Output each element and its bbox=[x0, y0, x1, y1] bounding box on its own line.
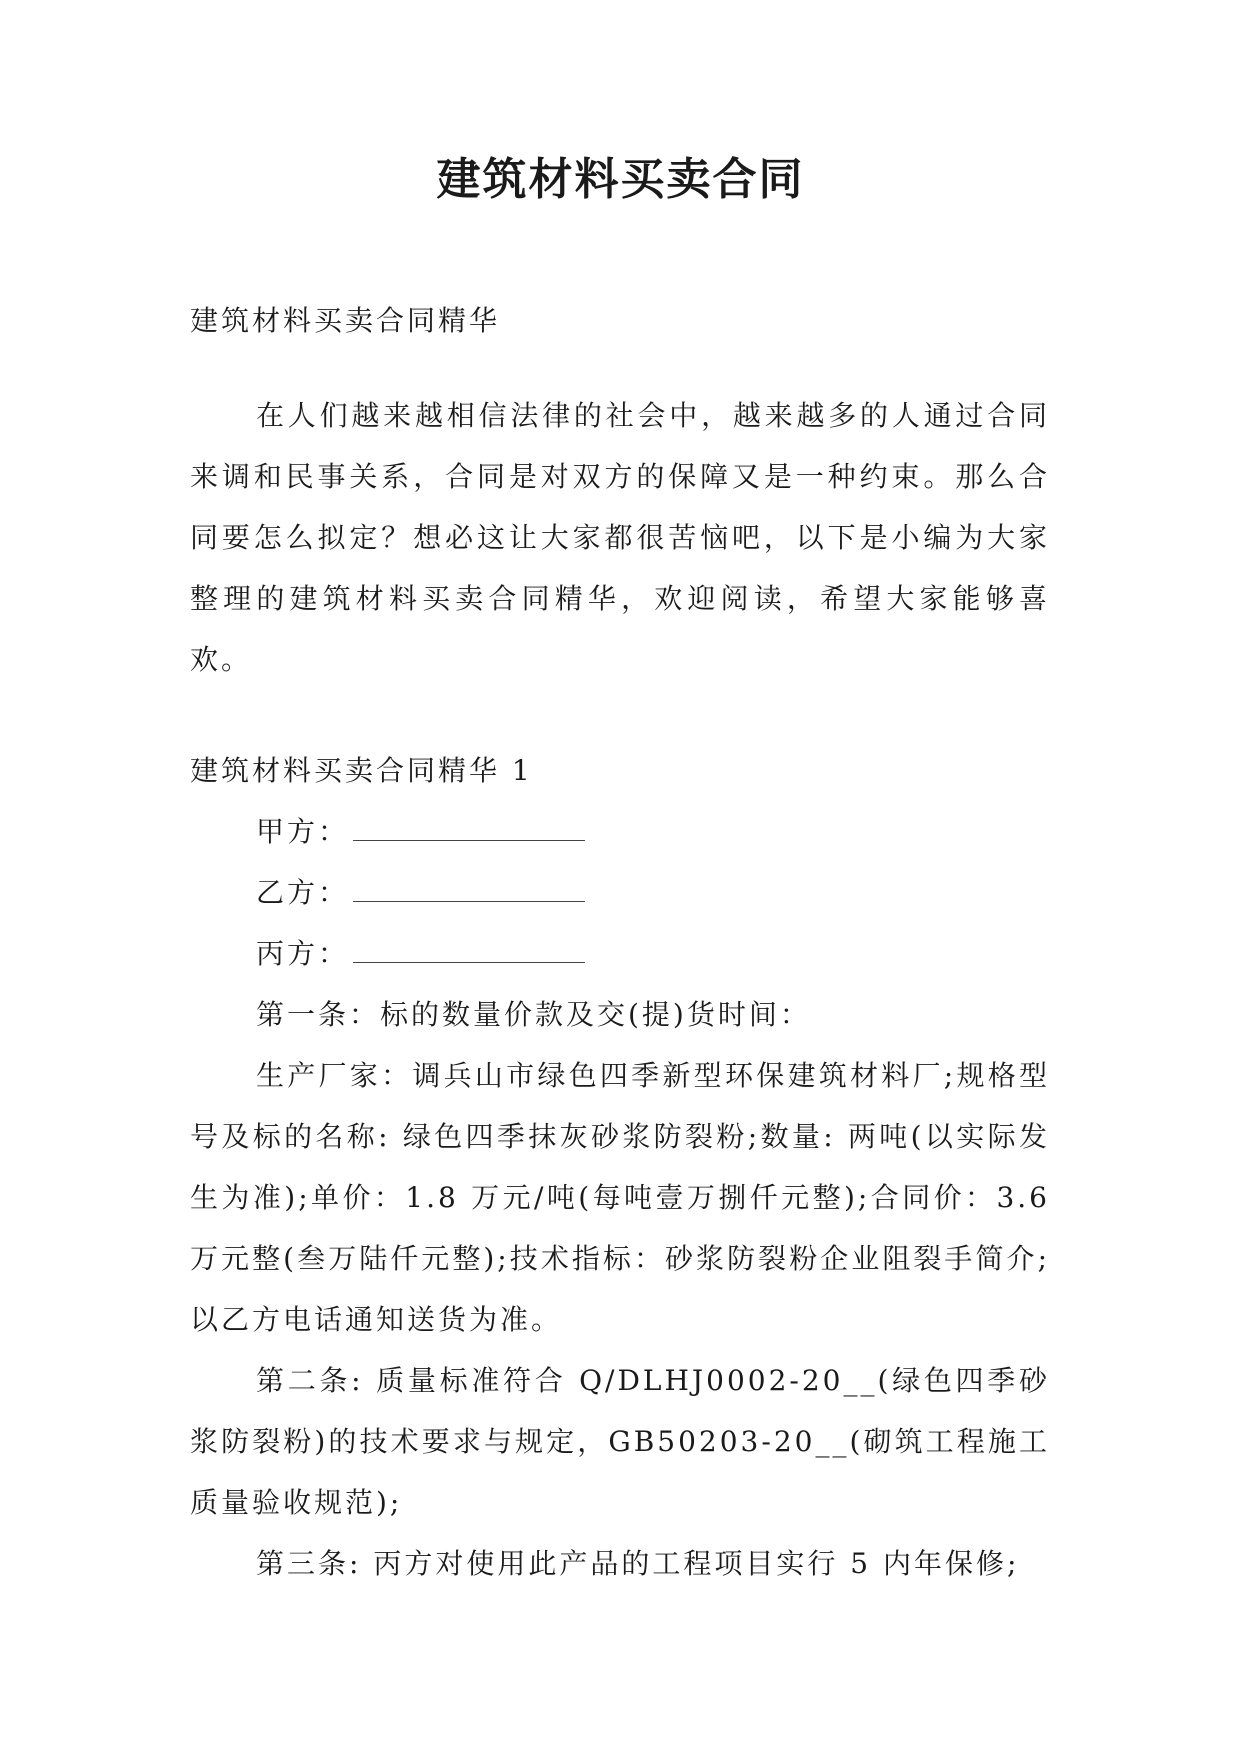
document-title: 建筑材料买卖合同 bbox=[436, 154, 805, 205]
document-body bbox=[190, 290, 1050, 1594]
document-subtitle: 建筑材料买卖合同精华 bbox=[190, 304, 501, 337]
party-c-line bbox=[190, 923, 1050, 984]
party-b-line bbox=[190, 862, 1050, 923]
spacer bbox=[190, 690, 1050, 740]
party-b-label: 乙方： bbox=[256, 876, 350, 909]
party-a-line bbox=[190, 801, 1050, 862]
article-1-heading: 第一条：标的数量价款及交(提)货时间： bbox=[256, 998, 811, 1031]
party-c-label: 丙方： bbox=[256, 937, 350, 970]
party-c-blank bbox=[353, 942, 585, 963]
section-heading: 建筑材料买卖合同精华 1 bbox=[190, 754, 533, 787]
party-a-label: 甲方： bbox=[256, 815, 350, 848]
intro-paragraph: 在人们越来越相信法律的社会中，越来越多的人通过合同来调和民事关系，合同是对双方的保障又是一种约束。那么合同要怎么拟定？想必这让大家都很苦恼吧，以下是小编为大家整理的建筑材料买卖合同精华，欢迎阅读，希望大家能够喜欢。 bbox=[190, 399, 1050, 676]
article-2: 第二条: 质量标准符合 Q/DLHJ0002-20__(绿色四季砂浆防裂粉)的技术要求与规定，GB50203-20__(砌筑工程施工质量验收规范); bbox=[190, 1364, 1050, 1519]
article-1-detail: 生产厂家：调兵山市绿色四季新型环保建筑材料厂;规格型号及标的名称: 绿色四季抹灰砂浆防裂粉;数量: 两吨(以实际发生为准);单价：1.8 万元/吨(每吨壹万捌仟元整);合同价：3.6 万元整(叁万陆仟元整);技术指标：砂浆防裂粉企业阻裂手简介;以乙方电话通知送货为准。 bbox=[190, 1059, 1050, 1336]
party-a-blank bbox=[353, 820, 585, 841]
article-3: 第三条: 丙方对使用此产品的工程项目实行 5 内年保修; bbox=[256, 1547, 1020, 1580]
party-b-blank bbox=[353, 881, 585, 902]
spacer bbox=[190, 351, 1050, 385]
